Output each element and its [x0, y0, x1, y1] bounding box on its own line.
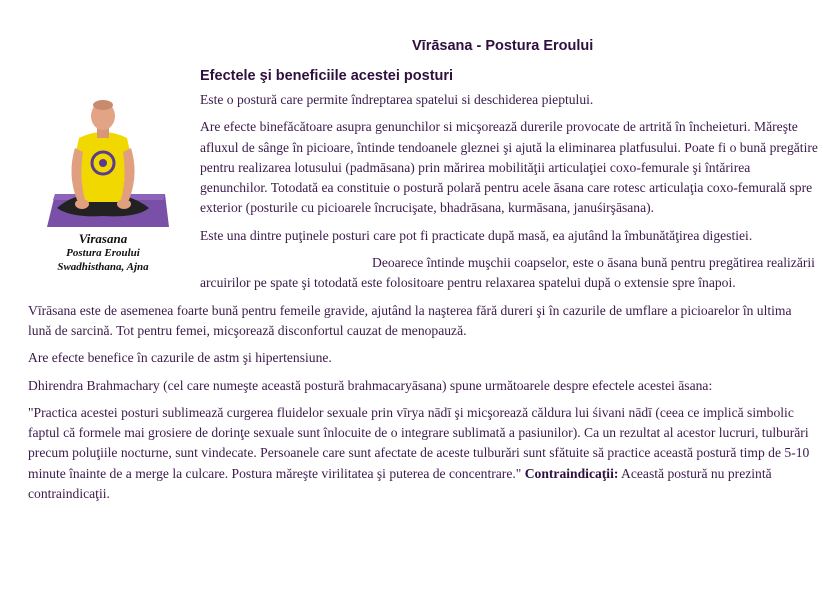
- contraindications-label: Contraindicaţii:: [524, 465, 619, 481]
- article-body: [28, 90, 818, 511]
- paragraph-quote: [28, 403, 818, 504]
- paragraph-intro: Este o postură care permite îndreptarea spatelui si deschiderea pieptului.: [200, 92, 594, 107]
- paragraph-asthma: Are efecte benefice în cazurile de astm şi hipertensiune.: [28, 350, 332, 366]
- pose-chakras: Swadhisthana, Ajna: [57, 261, 149, 273]
- paragraph-back: Deoarece întinde muşchii coapselor, este o āsana bună pentru pregătirea realizării arcuirilor pe spate şi totodată este folositoare pentru relaxarea spatelui după o extensie spre înapoi.: [200, 255, 815, 291]
- contraindications-text: Această postură nu prezintă contraindicaţii.: [28, 465, 772, 502]
- paragraph-pregnancy: Vīrāsana este de asemenea foarte bună pentru femeile gravide, ajutând la naşterea fără dureri şi în cazurile de umflare a picioarelor în ultima lună de sarcină. Tot pentru femei, micşorează disconfortul cauzat de menopauză.: [28, 302, 792, 338]
- pose-name: Virasana: [78, 231, 128, 246]
- pose-subtitle: Postura Eroului: [66, 247, 140, 259]
- paragraph-digestion: Este una dintre puţinele posturi care pot fi practicate după masă, ea ajutând la îmbunătăţirea digestiei.: [200, 227, 753, 243]
- paragraph-brahmachary: Dhirendra Brahmachary (cel care numeşte această postură brahmacaryāsana) spune următoarele despre efectele acestei āsana:: [28, 377, 713, 393]
- section-heading: Efectele şi beneficiile acestei posturi: [200, 68, 454, 84]
- page-title: Vīrāsana - Postura Eroului: [412, 38, 594, 54]
- paragraph-knees: Are efecte binefăcătoare asupra genunchilor si micşorează durerile provocate de artrită în încheieturi. Măreşte afluxul de sânge în picioare, întinde tendoanele gleznei şi ajută la eliminarea platfusului. Poate fi o bună pregătire pentru realizarea lotusului (padmāsana) prin mărirea mobilităţii articulaţiei coxo-femurale şi întărirea genunchilor. Totodată ea constituie o postură polară pentru acele āsana care rotesc articulaţia coxo-femurală spre exterior (posturile cu picioarele încrucişate, bhadrāsana, kurmāsana, januśirşāsana).: [200, 119, 818, 216]
- quote-text: "Practica acestei posturi sublimează curgerea fluidelor sexuale prin vīrya nādī şi micşorează căldura lui śivani nādī (ceea ce implică simbolic faptul că formele mai grosiere de dorinţe sexuale sunt înlocuite de o integrare sublimată a pasiunilor). Ca un rezultat al acestor lucruri, tulburări precum poluţiile nocturne, sunt vindecate. Persoanele care sunt afectate de aceste tulburări sunt sfătuite să practice această postură timp de 5-10 minute înainte de a merge la culcare. Postura măreşte virilitatea şi puterea de concentrare.": [28, 404, 810, 481]
